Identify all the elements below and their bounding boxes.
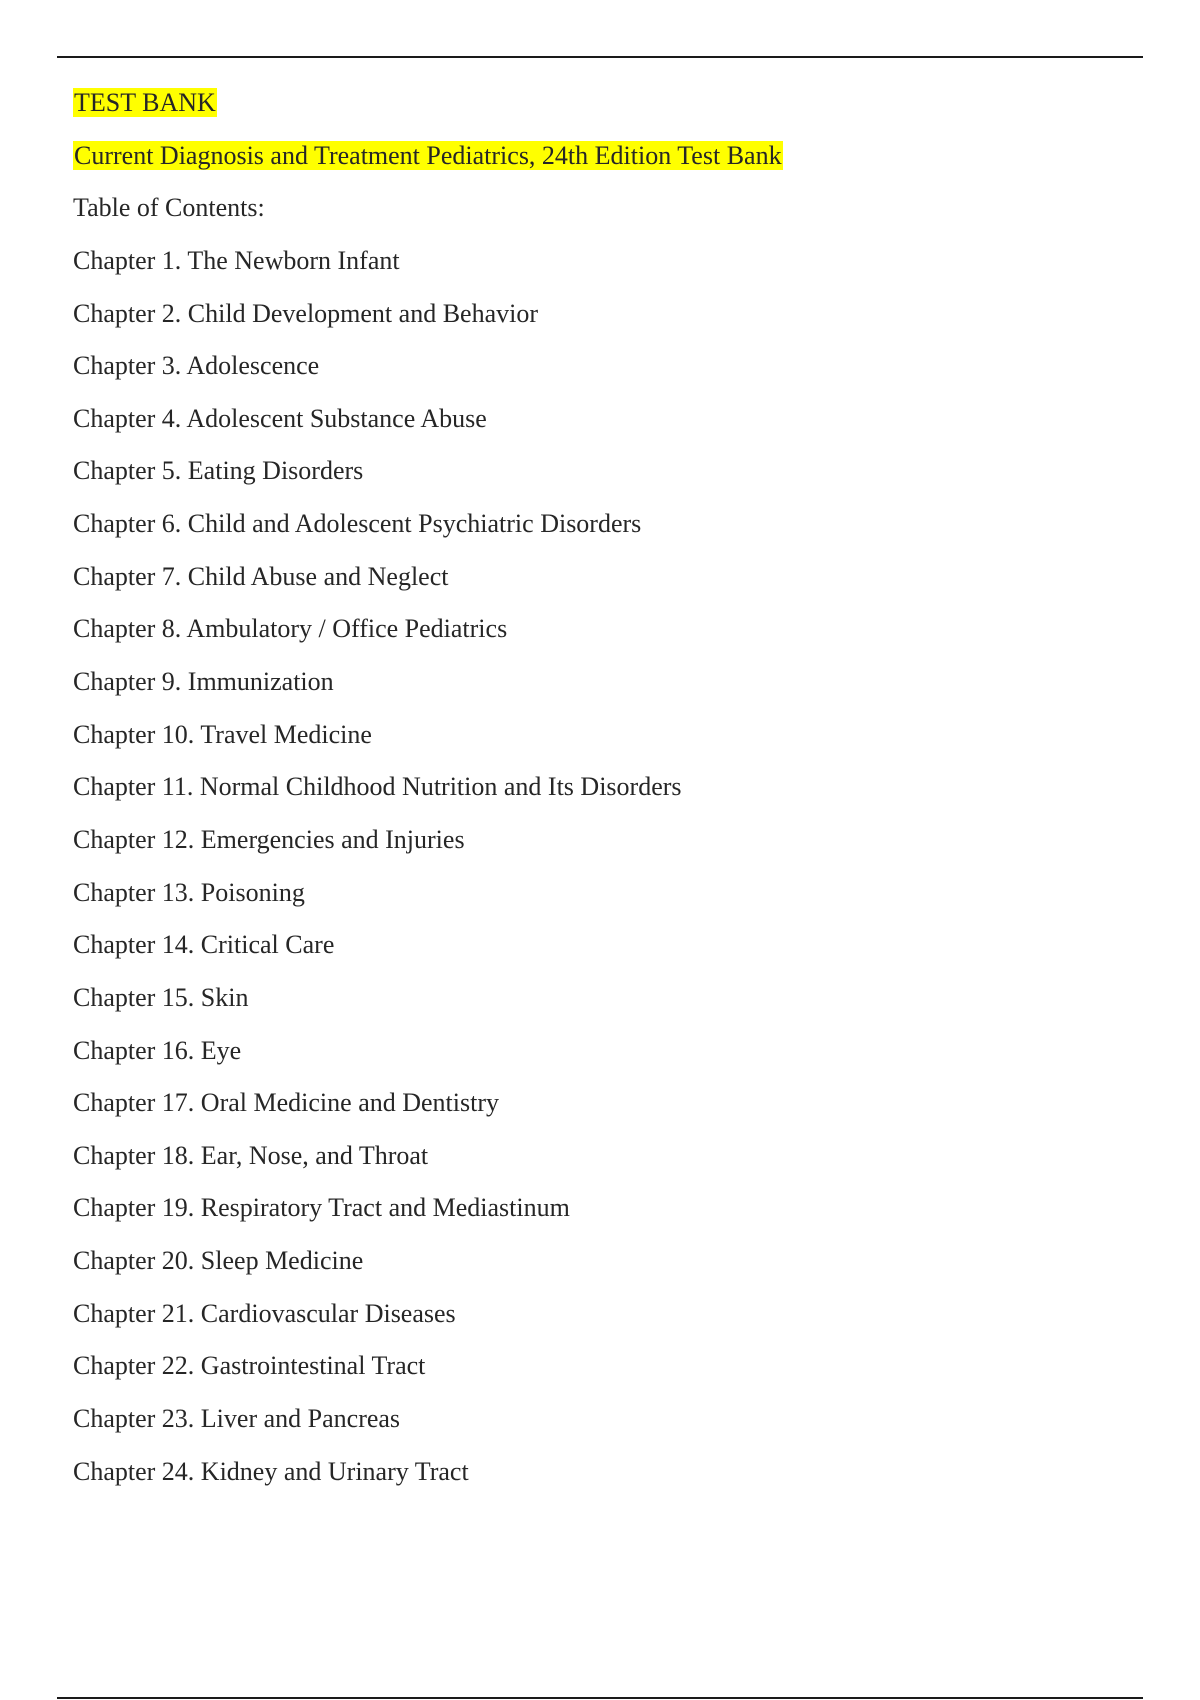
document-title-line (73, 141, 1133, 171)
toc-chapter-item: Chapter 10. Travel Medicine (73, 719, 372, 749)
document-title: Current Diagnosis and Treatment Pediatrics, 24th Edition Test Bank (74, 140, 782, 170)
toc-chapter-item: Chapter 18. Ear, Nose, and Throat (73, 1140, 429, 1170)
bottom-rule (57, 1697, 1143, 1699)
toc-chapter-item: Chapter 17. Oral Medicine and Dentistry (73, 1088, 499, 1118)
toc-chapter-item: Chapter 12. Emergencies and Injuries (73, 824, 465, 854)
test-bank-label-line (73, 88, 1133, 118)
toc-chapter-item: Chapter 22. Gastrointestinal Tract (73, 1351, 426, 1381)
document-page (73, 88, 1133, 1509)
toc-chapter-item: Chapter 23. Liver and Pancreas (73, 1404, 401, 1434)
toc-heading: Table of Contents: (73, 193, 265, 223)
toc-chapter-item: Chapter 14. Critical Care (73, 930, 335, 960)
toc-chapter-item: Chapter 9. Immunization (73, 667, 334, 697)
toc-chapter-item: Chapter 15. Skin (73, 982, 249, 1012)
toc-chapter-item: Chapter 6. Child and Adolescent Psychiatric Disorders (73, 509, 642, 539)
toc-chapter-item: Chapter 16. Eye (73, 1035, 242, 1065)
toc-chapter-item: Chapter 8. Ambulatory / Office Pediatrics (73, 614, 508, 644)
top-rule (57, 56, 1143, 58)
test-bank-label: TEST BANK (74, 88, 216, 117)
toc-chapter-item: Chapter 21. Cardiovascular Diseases (73, 1298, 456, 1328)
toc-chapter-item: Chapter 1. The Newborn Infant (73, 245, 400, 275)
toc-chapter-item: Chapter 20. Sleep Medicine (73, 1246, 364, 1276)
toc-chapter-item: Chapter 2. Child Development and Behavior (73, 298, 539, 328)
toc-chapter-item: Chapter 4. Adolescent Substance Abuse (73, 403, 487, 433)
toc-chapter-item: Chapter 24. Kidney and Urinary Tract (73, 1456, 469, 1486)
toc-list (73, 246, 1133, 1487)
toc-chapter-item: Chapter 5. Eating Disorders (73, 456, 364, 486)
toc-chapter-item: Chapter 11. Normal Childhood Nutrition and Its Disorders (73, 772, 682, 802)
toc-chapter-item: Chapter 3. Adolescence (73, 351, 320, 381)
toc-chapter-item: Chapter 19. Respiratory Tract and Mediastinum (73, 1193, 570, 1223)
toc-chapter-item: Chapter 7. Child Abuse and Neglect (73, 561, 449, 591)
toc-chapter-item: Chapter 13. Poisoning (73, 877, 305, 907)
